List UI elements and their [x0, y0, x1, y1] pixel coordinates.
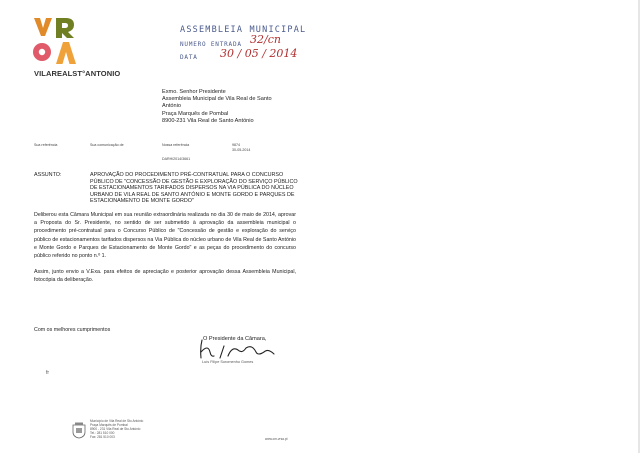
vrsa-logo-mark	[32, 16, 80, 68]
ref-sua-referencia: Sua referência	[34, 143, 58, 147]
typist-initials: fr	[46, 370, 50, 376]
subject-text: APROVAÇÃO DO PROCEDIMENTO PRÉ-CONTRATUAL PARA O CONCURSO PÚBLICO DE "CONCESSÃO DE GESTÃO E EXPLORAÇÃO DO SERVIÇO PÚBLICO DE ESTACIONAMENTOS TARIFADOS DISPERSOS NA VIA PÚBLICA DO NÚCLEO URBANO DE VILA REAL DE SANTO ANTÓNIO E MONTE GORDO E PARQUES DE ESTACIONAMENTO DE MONTE GORDO"	[90, 172, 298, 205]
footer-line: Fax: 281 510 003	[90, 435, 115, 440]
stamp-title: ASSEMBLEIA MUNICIPAL	[180, 25, 307, 35]
address-line: António	[162, 103, 181, 110]
stamp-entry-value: 32/cn	[250, 33, 281, 46]
address-line: Praça Marquês de Pombal	[162, 110, 229, 117]
recipient-address	[162, 89, 272, 125]
stamp-date-value: 30 / 05 / 2014	[220, 47, 298, 60]
coat-of-arms-icon	[72, 422, 86, 439]
ref-number: 9874	[232, 143, 240, 147]
stamp-date-label: DATA	[180, 54, 198, 61]
stamp-entry-label: NUMERO ENTRADA	[180, 41, 242, 48]
logo-wordmark: VILAREALST°ANTONIO	[34, 69, 121, 78]
footer-line: 8900 - 231 Vila Real de Sto António	[90, 427, 141, 432]
closing-line: Com os melhores cumprimentos	[34, 327, 111, 333]
address-line: Exmo. Senhor Presidente	[162, 89, 226, 95]
address-line: 8900-231 Vila Real de Santo António	[162, 117, 254, 124]
logo-v	[34, 18, 52, 36]
address-line: Assembleia Municipal de Vila Real de Santo	[162, 96, 272, 103]
body-paragraph: Assim, junto envio a V.Exa. para efeitos de apreciação e posterior aprovação dessa Assembleia Municipal, fotocópia da deliberação.	[34, 269, 296, 284]
footer-contact	[90, 419, 143, 439]
footer-line: Município de Vila Real de Sto António	[90, 419, 144, 423]
logo-r	[56, 18, 74, 38]
letter-body	[34, 211, 296, 293]
ref-code: DARH/2014/3661	[162, 157, 191, 161]
signatory-role: O Presidente da Câmara,	[203, 336, 267, 342]
footer-website: www.cm-vrsa.pt	[265, 437, 288, 441]
logo-a	[56, 42, 76, 64]
footer-line: Tel.: 281 510 000	[90, 431, 115, 436]
reference-row	[34, 143, 294, 163]
ref-nossa-referencia: Nossa referência	[162, 143, 190, 147]
body-paragraph: Deliberou esta Câmara Municipal em sua reunião extraordinária realizada no dia 30 de maio de 2014, aprovar a Proposta do Sr. Presidente, no sentido de ser submetido à aprovação da assembleia municipal o procedimento pré-contratual para o Concurso Público de "Concessão de gestão e exploração do serviço público de estacionamentos tarifados dispersos na Via Pública do núcleo urbano de Vila Real de Santo António e Monte Gordo e Parques de Estacionamento de Monte Gordo" e as peças do procedimento do concurso público referido no ponto n.º 1.	[34, 212, 296, 260]
footer-line: Praça Marquês de Pombal	[90, 423, 128, 428]
ref-sua-comunicacao: Sua comunicação de	[90, 143, 124, 147]
ref-date: 30-05-2014	[232, 148, 251, 152]
subject-label: ASSUNTO:	[34, 172, 62, 178]
signatory-name: Luís Filipe Soromenho Gomes	[202, 360, 254, 364]
handwritten-signature	[196, 338, 286, 362]
